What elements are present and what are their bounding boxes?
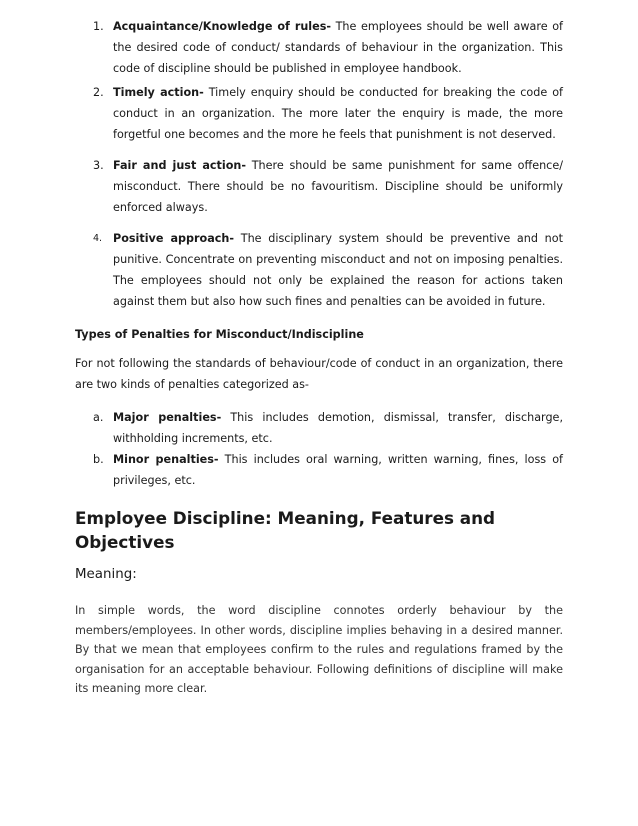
list-item <box>75 155 563 218</box>
rules-list <box>75 16 563 312</box>
list-item <box>75 16 563 79</box>
list-marker: b. <box>93 453 104 466</box>
section-subtitle: Meaning: <box>75 567 137 582</box>
list-item <box>75 407 563 449</box>
list-marker: 3. <box>93 159 104 172</box>
penalties-heading: Types of Penalties for Misconduct/Indiscipline <box>75 328 364 341</box>
section-title: Employee Discipline: Meaning, Features and Objectives <box>75 508 496 552</box>
list-text: This includes oral warning, written warning, fines, loss of privileges, etc. <box>113 453 563 487</box>
list-text: There should be same punishment for same offence/ misconduct. There should be no favouritism. Discipline should be uniformly enforced always. <box>113 159 563 214</box>
meaning-paragraph: In simple words, the word discipline connotes orderly behaviour by the members/employees. In other words, discipline implies behaving in a desired manner. By that we mean that employees confirm to the rules and regulations framed by the organisation for an acceptable behaviour. Following definitions of discipline will make its meaning more clear. <box>75 604 563 695</box>
list-marker: a. <box>93 411 104 424</box>
list-marker: 1. <box>93 20 104 33</box>
list-term: Positive approach- <box>113 232 235 245</box>
list-term: Minor penalties- <box>113 453 219 466</box>
list-marker: 2. <box>93 86 104 99</box>
penalties-intro: For not following the standards of behaviour/code of conduct in an organization, there are two kinds of penalties categorized as- <box>75 357 563 391</box>
list-term: Major penalties- <box>113 411 222 424</box>
list-text: The employees should be well aware of the desired code of conduct/ standards of behaviour in the organization. This code of discipline should be published in employee handbook. <box>113 20 563 75</box>
list-term: Acquaintance/Knowledge of rules- <box>113 20 332 33</box>
list-text: The disciplinary system should be preventive and not punitive. Concentrate on preventing misconduct and not on imposing penalties. The employees should not only be explained the reason for actions taken against them but also how such fines and penalties can be avoided in future. <box>113 232 563 308</box>
list-term: Timely action- <box>113 86 204 99</box>
list-marker: 4. <box>93 233 103 244</box>
list-text: Timely enquiry should be conducted for breaking the code of conduct in an organization. The more later the enquiry is made, the more forgetful one becomes and the more he feels that punishment is not deserved. <box>113 86 563 141</box>
list-term: Fair and just action- <box>113 159 247 172</box>
list-item <box>75 449 563 491</box>
document-page <box>75 0 563 699</box>
penalties-list <box>75 407 563 491</box>
list-item <box>75 228 563 312</box>
list-item <box>75 82 563 145</box>
list-text: This includes demotion, dismissal, transfer, discharge, withholding increments, etc. <box>113 411 563 445</box>
